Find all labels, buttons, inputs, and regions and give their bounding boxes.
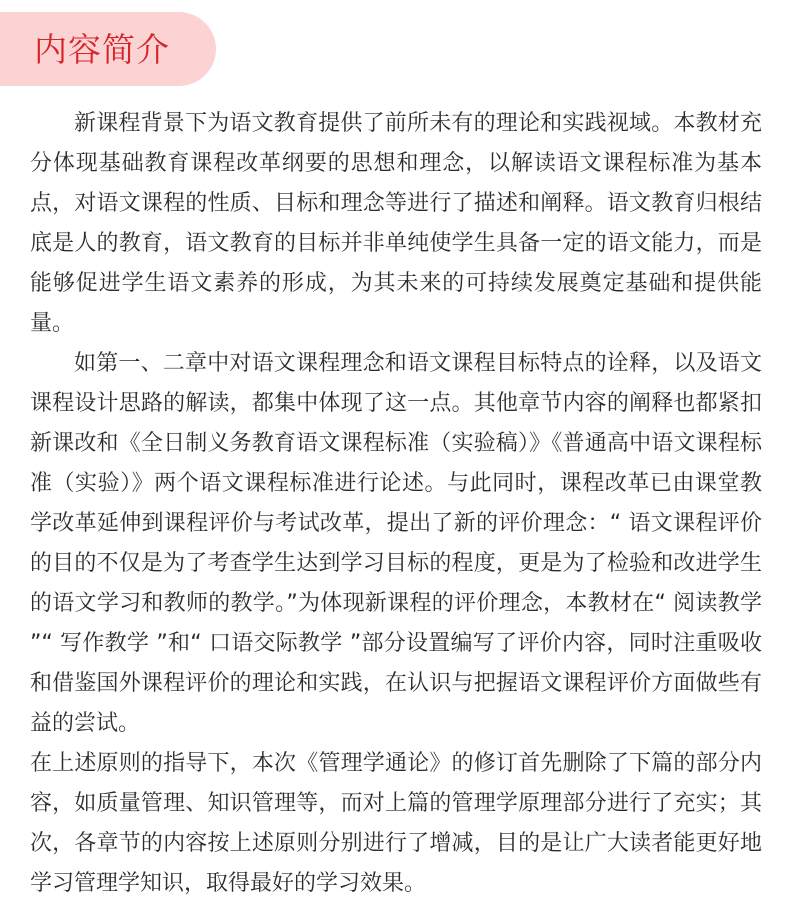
- section-title: 内容简介: [34, 29, 170, 69]
- paragraph-1: 新课程背景下为语文教育提供了前所未有的理论和实践视域。本教材充分体现基础教育课程改革纲要的思想和理念，以解读语文课程标准为基本点，对语文课程的性质、目标和理念等进行了描述和阐释。语文教育归根结底是人的教育，语文教育的目标并非单纯使学生具备一定的语文能力，而是能够促进学生语文素养的形成，为其未来的可持续发展奠定基础和提供能量。: [30, 111, 762, 336]
- intro-body: [30, 104, 762, 904]
- paragraph-3: 在上述原则的指导下，本次《管理学通论》的修订首先删除了下篇的部分内容，如质量管理、知识管理等，而对上篇的管理学原理部分进行了充实；其次，各章节的内容按上述原则分别进行了增减，目的是让广大读者能更好地学习管理学知识，取得最好的学习效果。: [30, 751, 762, 896]
- section-header-tab: [0, 12, 216, 86]
- paragraph-2: 如第一、二章中对语文课程理念和语文课程目标特点的诠释，以及语文课程设计思路的解读，都集中体现了这一点。其他章节内容的阐释也都紧扣新课改和《全日制义务教育语文课程标准（实验稿）》《普通高中语文课程标准（实验）》两个语文课程标准进行论述。与此同时，课程改革已由课堂教学改革延伸到课程评价与考试改革，提出了新的评价理念：“ 语文课程评价的目的不仅是为了考查学生达到学习目标的程度，更是为了检验和改进学生的语文学习和教师的教学。”为体现新课程的评价理念，本教材在“ 阅读教学 ”“ 写作教学 ”和“ 口语交际教学 ”部分设置编写了评价内容，同时注重吸收和借鉴国外课程评价的理论和实践，在认识与把握语文课程评价方面做些有益的尝试。: [30, 351, 762, 736]
